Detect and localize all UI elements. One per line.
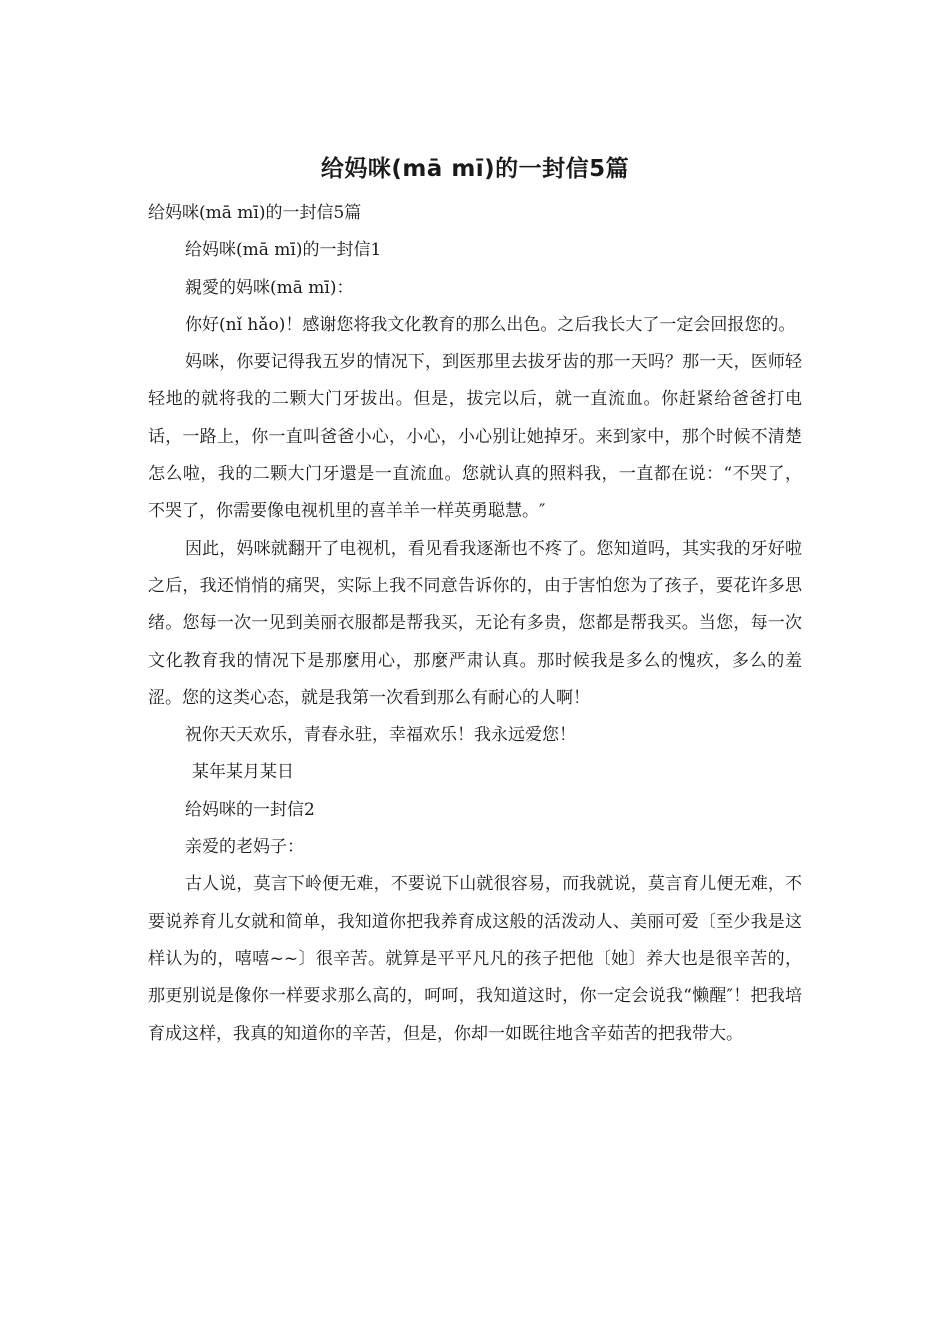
letter-1-date: 某年某月某日 bbox=[192, 762, 294, 783]
document-title: 给妈咪(mā mī)的一封信5篇 bbox=[320, 156, 630, 182]
letter-2-heading: 给妈咪的一封信2 bbox=[185, 799, 315, 820]
letter-1-paragraph: 因此，妈咪就翻开了电视机，看见看我逐渐也不疼了。您知道吗，其实我的牙好啦之后，我还悄悄的痛哭，实际上我不同意告诉你的，由于害怕您为了孩子，要花许多思绪。您每一次一见到美丽衣服都是帮我买，无论有多贵，您都是帮我买。当您，每一次文化教育我的情况下是那麼用心，那麼严肃认真。那时候我是多么的愧疚，多么的羞涩。您的这类心态，就是我第一次看到那么有耐心的人啊！ bbox=[148, 538, 802, 708]
letter-1-salutation: 親愛的妈咪(mā mī)： bbox=[185, 277, 354, 298]
letter-1-heading: 给妈咪(mā mī)的一封信1 bbox=[185, 240, 382, 261]
letter-2-paragraph: 古人说，莫言下岭便无难，不要说下山就很容易，而我就说，莫言育儿便无难，不要说养育儿女就和简单，我知道你把我养育成这般的活泼动人、美丽可爱〔至少我是这样认为的，嘻嘻~~〕很辛苦。就算是平平凡凡的孩子把他〔她〕养大也是很辛苦的，那更别说是像你一样要求那么高的，呵呵，我知道这时，你一定会说我“懒醒″！把我培育成这样，我真的知道你的辛苦，但是，你却一如既往地含辛茹苦的把我带大。 bbox=[148, 874, 802, 1044]
letter-1-paragraph: 你好(nǐ hǎo)！感谢您将我文化教育的那么出色。之后我长大了一定会回报您的。 bbox=[185, 314, 796, 335]
document-body bbox=[148, 195, 802, 1053]
letter-1-paragraph: 妈咪，你要记得我五岁的情况下，到医那里去拔牙齿的那一天吗？那一天，医师轻轻地的就将我的二颗大门牙拔出。但是，拔完以后，就一直流血。你赶紧给爸爸打电话，一路上，你一直叫爸爸小心，小心，小心别让她掉牙。来到家中，那个时候不清楚怎么啦，我的二颗大门牙還是一直流血。您就认真的照料我，一直都在说：“不哭了，不哭了，你需要像电视机里的喜羊羊一样英勇聪慧。″ bbox=[148, 352, 802, 522]
document-subtitle: 给妈咪(mā mī)的一封信5篇 bbox=[148, 203, 362, 223]
letter-2-salutation: 亲爱的老妈子： bbox=[185, 837, 304, 858]
letter-1-closing: 祝你天天欢乐，青春永驻，幸福欢乐！我永远爱您！ bbox=[185, 725, 576, 746]
